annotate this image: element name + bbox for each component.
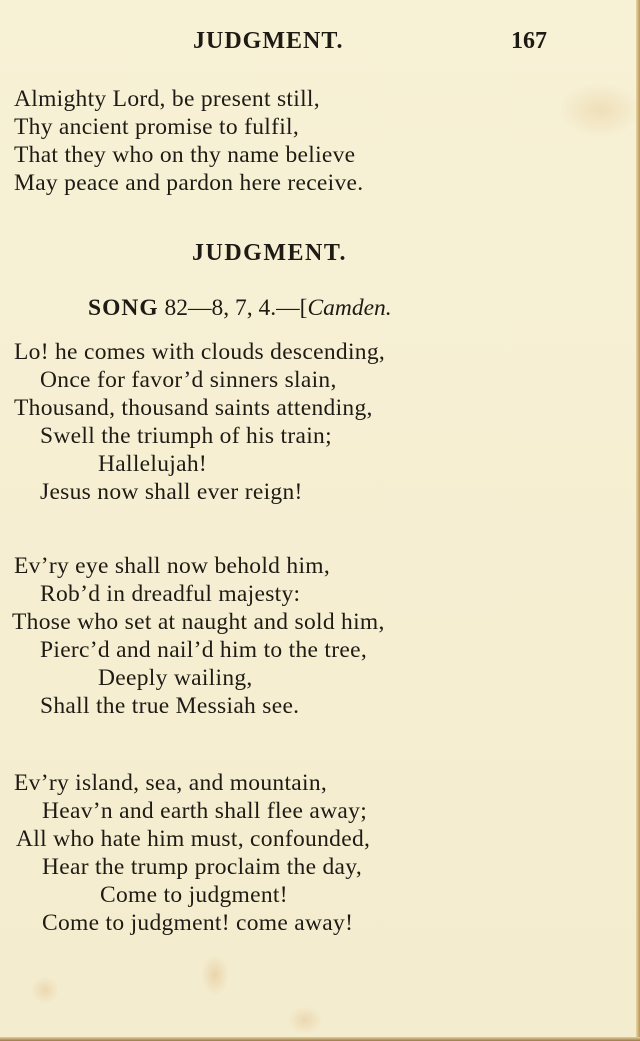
verse-line: Once for favor’d sinners slain, [40,367,337,393]
verse-line: Those who set at naught and sold him, [12,609,385,635]
verse-line: Thy ancient promise to fulfil, [14,114,300,140]
tune-name: Camden. [307,295,392,321]
verse-line: Swell the triumph of his train; [40,423,332,449]
verse-line: Come to judgment! come away! [42,910,354,936]
page-edge-bottom [0,1037,640,1041]
verse-line: All who hate him must, confounded, [16,826,371,852]
verse-line: Almighty Lord, be present still, [14,86,320,112]
verse-line: Rob’d in dreadful majesty: [40,581,301,607]
page-number: 167 [511,28,547,54]
song-number-meter: 82—8, 7, 4.—[ [164,295,308,321]
verse-line: Ev’ry eye shall now behold him, [14,553,331,579]
verse-line: Shall the true Messiah see. [40,693,300,719]
verse-line: Pierc’d and nail’d him to the tree, [40,637,367,663]
verse-line-refrain: Deeply wailing, [98,665,253,691]
section-title: JUDGMENT. [192,240,348,266]
running-title: JUDGMENT. [193,28,344,54]
page-edge-right [636,0,640,1041]
verse-line: That they who on thy name believe [14,142,356,168]
verse-line: Lo! he comes with clouds descending, [14,339,386,365]
verse-line: Thousand, thousand saints attending, [14,395,373,421]
verse-line: Hear the trump proclaim the day, [42,854,362,880]
song-label: SONG [88,295,159,321]
verse-line: Heav’n and earth shall flee away; [42,798,368,824]
verse-line-refrain: Come to judgment! [100,882,288,908]
verse-line: Jesus now shall ever reign! [40,479,303,505]
song-heading [88,295,392,322]
verse-line: Ev’ry island, sea, and mountain, [14,770,328,796]
verse-line: May peace and pardon here receive. [14,170,364,196]
verse-line-refrain: Hallelujah! [98,451,208,477]
